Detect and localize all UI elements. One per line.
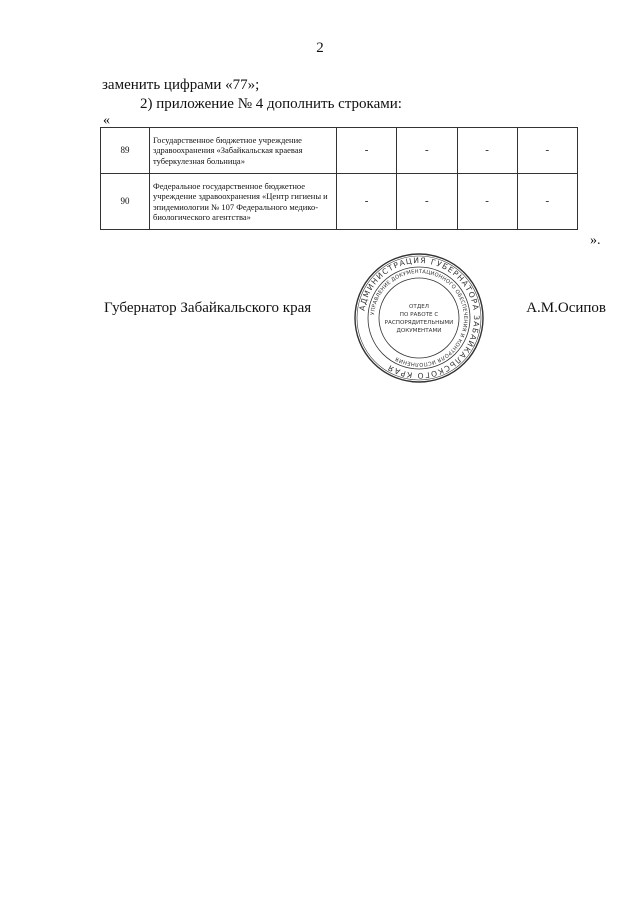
text-line-appendix: 2) приложение № 4 дополнить строками:	[140, 96, 402, 112]
institution-name: Государственное бюджетное учреждение здравоохранения «Забайкальская краевая туберкулезная больница»	[150, 128, 337, 174]
stamp-center-line: ОТДЕЛ	[409, 304, 429, 310]
row-number: 90	[101, 174, 150, 230]
signatory-name: А.М.Осипов	[526, 300, 606, 316]
institution-name: Федеральное государственное бюджетное учреждение здравоохранения «Центр гигиены и эпидемиологии № 107 Федерального медико-биологического агентства»	[150, 174, 337, 230]
open-quote: «	[103, 113, 110, 128]
text-line-replace: заменить цифрами «77»;	[102, 77, 260, 93]
table-cell: -	[397, 128, 457, 174]
table-cell: -	[457, 174, 517, 230]
table-cell: -	[337, 128, 397, 174]
page-number: 2	[316, 40, 324, 56]
table-cell: -	[337, 174, 397, 230]
stamp-inner-text: УПРАВЛЕНИЕ ДОКУМЕНТАЦИОННОГО ОБЕСПЕЧЕНИЯ И КОНТРОЛЯ ИСПОЛНЕНИЯ	[370, 268, 469, 368]
stamp-center-line: ПО РАБОТЕ С	[399, 312, 439, 318]
table-cell: -	[517, 128, 577, 174]
table-cell: -	[517, 174, 577, 230]
stamp-outer-text: АДМИНИСТРАЦИЯ ГУБЕРНАТОРА ЗАБАЙКАЛЬСКОГО КРАЯ	[357, 255, 482, 381]
close-quote: ».	[590, 233, 601, 248]
table-cell: -	[457, 128, 517, 174]
stamp-center-line: РАСПОРЯДИТЕЛЬНЫМИ	[384, 320, 454, 326]
table-row	[101, 174, 578, 230]
stamp-seal-icon	[352, 251, 486, 385]
table-cell: -	[397, 174, 457, 230]
stamp-center-line: ДОКУМЕНТАМИ	[396, 328, 442, 334]
table-row	[101, 128, 578, 174]
row-number: 89	[101, 128, 150, 174]
signatory-title: Губернатор Забайкальского края	[104, 300, 312, 316]
official-stamp	[352, 251, 486, 385]
appendix-table	[100, 127, 578, 230]
